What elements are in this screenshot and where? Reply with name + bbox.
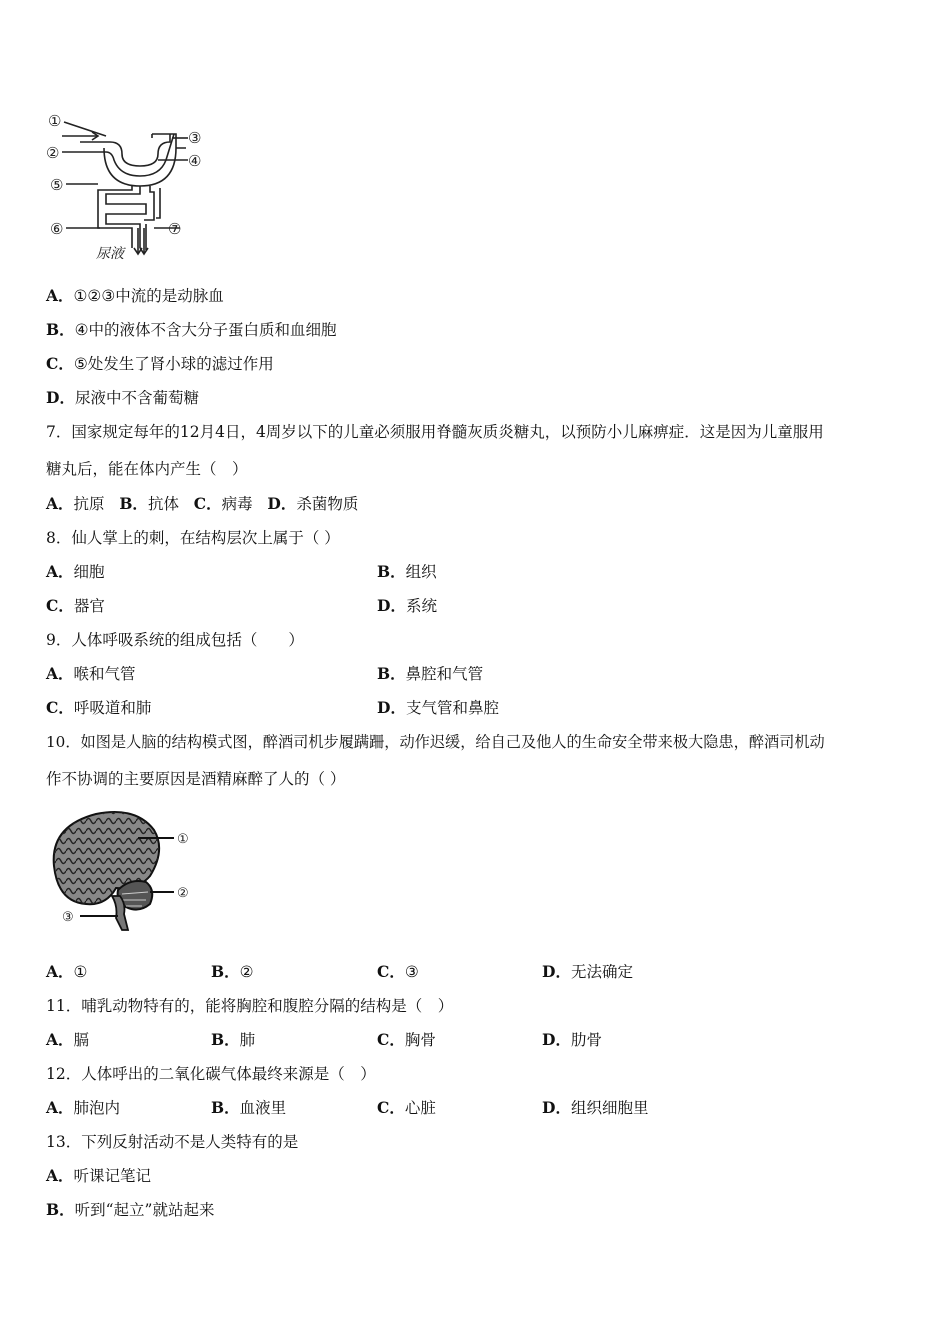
q8-option-d: D．系统 — [377, 596, 437, 615]
q13-option-a: A．听课记笔记 — [46, 1166, 152, 1185]
q10-option-c: C．③ — [377, 962, 419, 981]
q6-option-b: B．④中的液体不含大分子蛋白质和血细胞 — [46, 320, 337, 339]
q10-stem-line2: 作不协调的主要原因是酒精麻醉了人的（ ） — [46, 770, 346, 788]
q11-stem: 11．哺乳动物特有的，能将胸腔和腹腔分隔的结构是（ ） — [46, 997, 454, 1015]
marker-6: ⑥ — [50, 220, 64, 238]
q7-options: A．抗原 B．抗体 C．病毒 D．杀菌物质 — [46, 494, 359, 513]
q13-stem: 13．下列反射活动不是人类特有的是 — [46, 1133, 299, 1151]
brain-marker-2: ② — [177, 886, 189, 901]
q6-option-c: C．⑤处发生了肾小球的滤过作用 — [46, 354, 274, 373]
q6-option-d: D．尿液中不含葡萄糖 — [46, 388, 199, 407]
q9-stem: 9．人体呼吸系统的组成包括（ ） — [46, 631, 304, 649]
q12-option-b: B．血液里 — [211, 1098, 287, 1117]
q7-stem-line1: 7．国家规定每年的12月4日，4周岁以下的儿童必须服用脊髓灰质炎糖丸，以预防小儿麻痹症．这是因为儿童服用 — [46, 423, 824, 441]
q8-option-b: B．组织 — [377, 562, 437, 581]
q6-option-a: A．①②③中流的是动脉血 — [46, 286, 224, 305]
q12-option-c: C．心脏 — [377, 1098, 436, 1117]
brain-marker-1: ① — [177, 832, 189, 847]
q7-stem-line2: 糖丸后，能在体内产生（ ） — [46, 460, 248, 478]
brain-diagram — [46, 806, 206, 936]
marker-5: ⑤ — [50, 176, 64, 194]
q8-stem: 8．仙人掌上的刺，在结构层次上属于（ ） — [46, 529, 340, 547]
q8-option-a: A．细胞 — [46, 562, 105, 581]
marker-1: ① — [48, 112, 62, 130]
q12-option-a: A．肺泡内 — [46, 1098, 121, 1117]
q9-option-a: A．喉和气管 — [46, 664, 136, 683]
nephron-diagram — [40, 108, 220, 268]
marker-4: ④ — [188, 152, 202, 170]
q10-option-a: A．① — [46, 962, 88, 981]
q10-option-d: D．无法确定 — [542, 962, 633, 981]
q12-option-d: D．组织细胞里 — [542, 1098, 649, 1117]
q9-option-c: C．呼吸道和肺 — [46, 698, 152, 717]
q9-option-d: D．支气管和鼻腔 — [377, 698, 499, 717]
q11-option-d: D．肋骨 — [542, 1030, 602, 1049]
q13-option-b: B．听到“起立”就站起来 — [46, 1200, 215, 1219]
q8-option-c: C．器官 — [46, 596, 105, 615]
marker-3: ③ — [188, 129, 202, 147]
q9-option-b: B．鼻腔和气管 — [377, 664, 484, 683]
brain-marker-3: ③ — [62, 910, 74, 925]
q10-option-b: B．② — [211, 962, 254, 981]
q11-option-c: C．胸骨 — [377, 1030, 436, 1049]
q12-stem: 12．人体呼出的二氧化碳气体最终来源是（ ） — [46, 1065, 376, 1083]
marker-2: ② — [46, 144, 60, 162]
figure-caption: 尿液 — [96, 246, 124, 262]
q11-option-a: A．膈 — [46, 1030, 90, 1049]
q11-option-b: B．肺 — [211, 1030, 256, 1049]
q10-stem-line1: 10．如图是人脑的结构模式图，醉酒司机步履蹒跚，动作迟缓，给自己及他人的生命安全带来极大隐患，醉酒司机动 — [46, 733, 825, 751]
marker-7: ⑦ — [168, 220, 182, 238]
